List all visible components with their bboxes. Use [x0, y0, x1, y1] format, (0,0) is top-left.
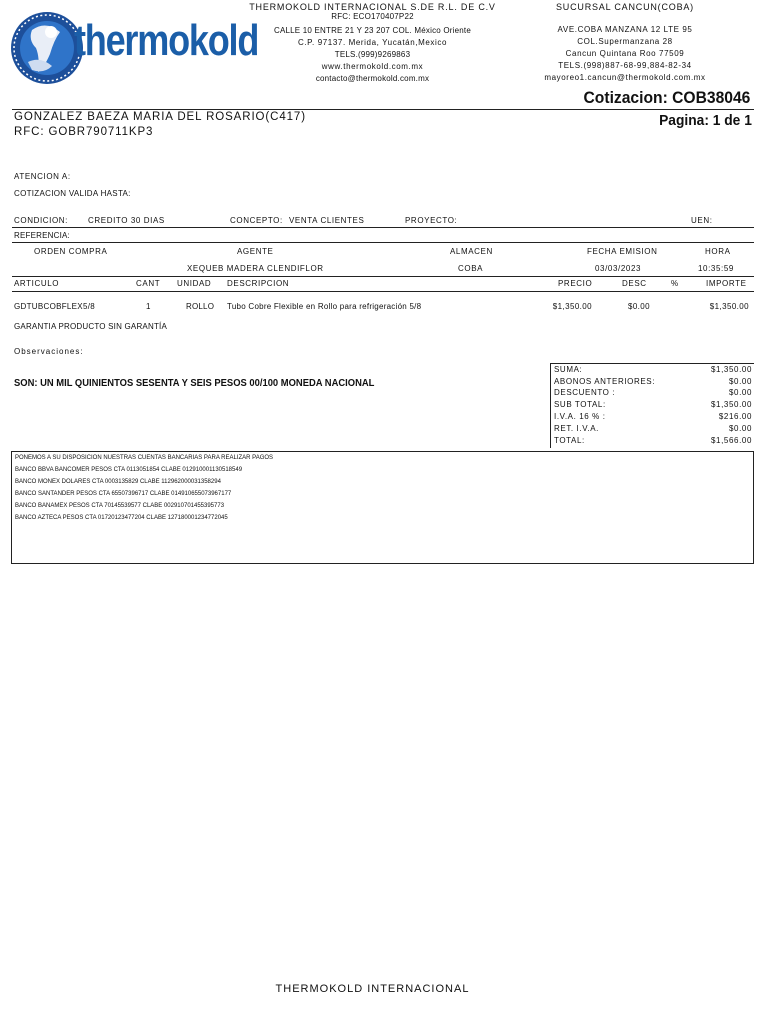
- divider: [12, 276, 754, 277]
- branch-address-2: COL.Supermanzana 28: [577, 37, 673, 46]
- precio-header: PRECIO: [558, 279, 593, 288]
- importe-header: IMPORTE: [706, 279, 747, 288]
- cant-header: CANT: [136, 279, 161, 288]
- client-name: GONZALEZ BAEZA MARIA DEL ROSARIO(C417): [14, 111, 306, 123]
- total-value-descuento: $0.00: [728, 388, 752, 397]
- observaciones-label: Observaciones:: [14, 347, 84, 356]
- total-label-total: TOTAL:: [554, 436, 585, 445]
- bank-line: BANCO AZTECA PESOS CTA 01720123477204 CLABE 127180001234772045: [15, 515, 228, 521]
- bank-accounts-box: [11, 451, 754, 564]
- company-info: [245, 2, 500, 83]
- agente-value: XEQUEB MADERA CLENDIFLOR: [187, 264, 324, 273]
- branch-info: [525, 2, 725, 82]
- total-label-ret-iva: RET. I.V.A.: [554, 424, 599, 433]
- atencion-label: ATENCION A:: [14, 172, 71, 181]
- item-cant: 1: [146, 302, 152, 311]
- referencia-label: REFERENCIA:: [14, 231, 70, 240]
- company-logo: [10, 10, 259, 88]
- hora-header: HORA: [705, 247, 731, 256]
- proyecto-label: PROYECTO:: [405, 216, 458, 225]
- item-importe: $1,350.00: [709, 302, 749, 311]
- bank-line: BANCO BANAMEX PESOS CTA 70145539577 CLABE 002910701455395773: [15, 503, 225, 509]
- divider: [12, 291, 754, 292]
- total-value-ret-iva: $0.00: [728, 424, 752, 433]
- item-desc: $0.00: [627, 302, 650, 311]
- branch-phones: TELS.(998)887-68-99,884-82-34: [558, 61, 692, 70]
- total-label-iva: I.V.A. 16 % :: [554, 412, 606, 421]
- bank-line: BANCO SANTANDER PESOS CTA 65507396717 CLABE 014910655073967177: [15, 491, 232, 497]
- bank-line: BANCO MONEX DOLARES CTA 0003135829 CLABE 112962000031358294: [15, 479, 221, 485]
- company-web: www.thermokold.com.mx: [321, 62, 424, 71]
- total-value-subtotal: $1,350.00: [711, 400, 752, 409]
- company-rfc: RFC: ECO170407P22: [331, 12, 414, 21]
- branch-city: Cancun Quintana Roo 77509: [565, 49, 685, 58]
- item-articulo: GDTUBCOBFLEX5/8: [14, 302, 95, 311]
- condicion-label: CONDICION:: [14, 216, 68, 225]
- agente-header: AGENTE: [237, 247, 274, 256]
- almacen-value: COBA: [458, 264, 484, 273]
- total-value-total: $1,566.00: [711, 436, 752, 445]
- quote-number: Cotizacion: COB38046: [583, 88, 750, 107]
- total-label-descuento: DESCUENTO :: [554, 388, 616, 397]
- branch-address-1: AVE.COBA MANZANA 12 LTE 95: [557, 25, 693, 34]
- almacen-header: ALMACEN: [450, 247, 493, 256]
- total-label-abonos: ABONOS ANTERIORES:: [554, 377, 656, 386]
- footer-company: THERMOKOLD INTERNACIONAL: [275, 983, 470, 995]
- client-rfc: RFC: GOBR790711KP3: [14, 126, 154, 138]
- page-number: Pagina: 1 de 1: [659, 112, 752, 129]
- company-email: contacto@thermokold.com.mx: [315, 74, 430, 83]
- garantia-text: GARANTIA PRODUCTO SIN GARANTÍA: [14, 322, 167, 331]
- logo-wordmark: thermokold: [74, 16, 259, 65]
- uen-label: UEN:: [691, 216, 713, 225]
- branch-email: mayoreo1.cancun@thermokold.com.mx: [544, 73, 706, 82]
- fecha-value: 03/03/2023: [595, 264, 642, 273]
- branch-name: SUCURSAL CANCUN(COBA): [556, 2, 694, 12]
- desc-header: DESC: [622, 279, 647, 288]
- item-descripcion: Tubo Cobre Flexible en Rollo para refrigeración 5/8: [227, 302, 422, 311]
- company-name: THERMOKOLD INTERNACIONAL S.DE R.L. DE C.V: [249, 2, 496, 12]
- divider: [12, 242, 754, 243]
- condicion-value: CREDITO 30 DIAS: [88, 216, 165, 225]
- item-precio: $1,350.00: [552, 302, 592, 311]
- hora-value: 10:35:59: [698, 264, 734, 273]
- divider: [12, 227, 754, 228]
- company-phone: TELS.(999)9269863: [334, 50, 411, 59]
- descripcion-header: DESCRIPCION: [227, 279, 290, 288]
- valida-label: COTIZACION VALIDA HASTA:: [14, 189, 131, 198]
- bank-line: BANCO BBVA BANCOMER PESOS CTA 0113051854 CLABE 012910001130518549: [15, 467, 243, 473]
- total-value-iva: $216.00: [718, 412, 752, 421]
- amount-in-words: SON: UN MIL QUINIENTOS SESENTA Y SEIS PESOS 00/100 MONEDA NACIONAL: [14, 378, 375, 389]
- total-label-suma: SUMA:: [554, 365, 583, 374]
- total-value-suma: $1,350.00: [711, 365, 752, 374]
- fecha-header: FECHA EMISION: [587, 247, 658, 256]
- company-address-1: CALLE 10 ENTRE 21 Y 23 207 COL. México Oriente: [273, 26, 471, 35]
- company-address-2: C.P. 97137. Merida, Yucatán,Mexico: [297, 38, 448, 47]
- total-label-subtotal: SUB TOTAL:: [554, 400, 606, 409]
- orden-header: ORDEN COMPRA: [34, 247, 108, 256]
- concepto-value: VENTA CLIENTES: [289, 216, 365, 225]
- totals-box: [550, 363, 754, 448]
- unidad-header: UNIDAD: [177, 279, 212, 288]
- concepto-label: CONCEPTO:: [230, 216, 283, 225]
- bank-title: PONEMOS A SU DISPOSICION NUESTRAS CUENTAS BANCARIAS PARA REALIZAR PAGOS: [15, 455, 274, 461]
- total-value-abonos: $0.00: [728, 377, 752, 386]
- articulo-header: ARTICULO: [14, 279, 60, 288]
- pct-header: %: [671, 279, 679, 288]
- item-unidad: ROLLO: [186, 302, 215, 311]
- header-divider: [12, 109, 754, 110]
